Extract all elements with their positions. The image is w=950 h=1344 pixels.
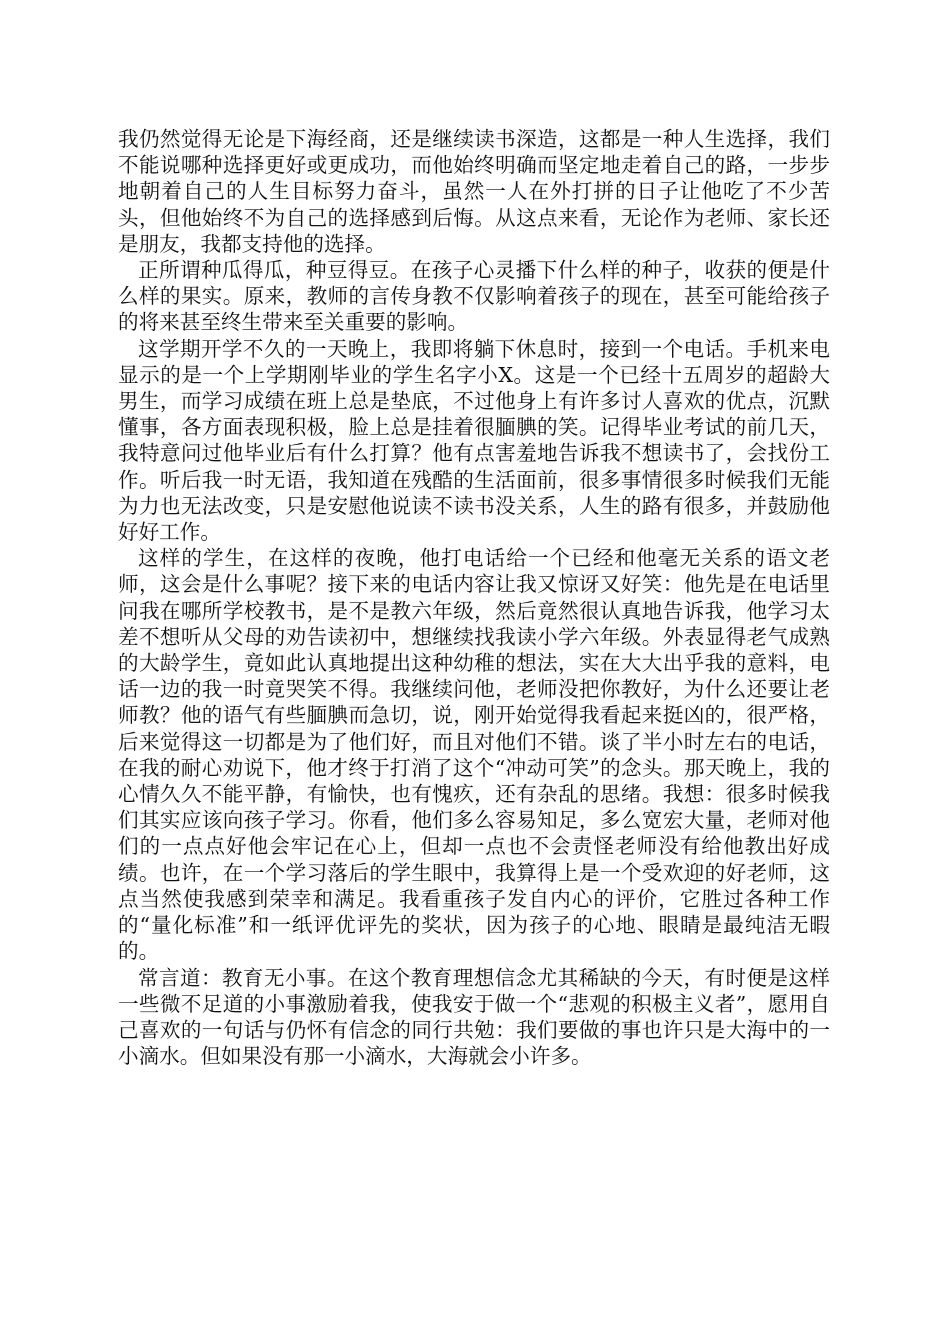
paragraph-conversation: 这样的学生，在这样的夜晚，他打电话给一个已经和他毫无关系的语文老师，这会是什么事呢？接下来的电话内容让我又惊讶又好笑：他先是在电话里问我在哪所学校教书，是不是教六年级，然后竟然很认真地告诉我，他学习太差不想听从父母的劝告读初中，想继续找我读小学六年级。外表显得老气成熟的大龄学生，竟如此认真地提出这种幼稚的想法，实在大大出乎我的意料，电话一边的我一时竟哭笑不得。我继续问他，老师没把你教好，为什么还要让老师教？他的语气有些腼腆而急切，说，刚开始觉得我看起来挺凶的，很严格，后来觉得这一切都是为了他们好，而且对他们不错。谈了半小时左右的电话，在我的耐心劝说下，他才终于打消了这个“冲动可笑”的念头。那天晚上，我的心情久久不能平静，有愉快，也有愧疚，还有杂乱的思绪。我想：很多时候我们其实应该向孩子学习。你看，他们多么容易知足，多么宽宏大量，老师对他们的一点点好他会牢记在心上，但却一点也不会责怪老师没有给他教出好成绩。也许，在一个学习落后的学生眼中，我算得上是一个受欢迎的好老师，这点当然使我感到荣幸和满足。我看重孩子发自内心的评价，它胜过各种工作的“量化标准”和一纸评优评先的奖状，因为孩子的心地、眼睛是最纯洁无暇的。 bbox=[118, 546, 830, 964]
paragraph-seed-harvest: 正所谓种瓜得瓜，种豆得豆。在孩子心灵播下什么样的种子，收获的便是什么样的果实。原来，教师的言传身教不仅影响着孩子的现在，甚至可能给孩子的将来甚至终生带来至关重要的影响。 bbox=[118, 258, 830, 335]
paragraph-conclusion: 常言道：教育无小事。在这个教育理想信念尤其稀缺的今天，有时便是这样一些微不足道的小事激励着我，使我安于做一个“悲观的积极主义者”，愿用自己喜欢的一句话与仍怀有信念的同行共勉：我们要做的事也许只是大海中的一小滴水。但如果没有那一小滴水，大海就会小许多。 bbox=[118, 965, 830, 1069]
paragraph-continuation: 我仍然觉得无论是下海经商，还是继续读书深造，这都是一种人生选择，我们不能说哪种选择更好或更成功，而他始终明确而坚定地走着自己的路，一步步地朝着自己的人生目标努力奋斗，虽然一人在外打拼的日子让他吃了不少苦头，但他始终不为自己的选择感到后悔。从这点来看，无论作为老师、家长还是朋友，我都支持他的选择。 bbox=[118, 127, 830, 256]
document-body bbox=[118, 126, 830, 1069]
paragraph-phone-call: 这学期开学不久的一天晚上，我即将躺下休息时，接到一个电话。手机来电显示的是一个上学期刚毕业的学生名字小X。这是一个已经十五周岁的超龄大男生，而学习成绩在班上总是垫底，不过他身上有许多讨人喜欢的优点，沉默懂事，各方面表现积极，脸上总是挂着很腼腆的笑。记得毕业考试的前几天，我特意问过他毕业后有什么打算？他有点害羞地告诉我不想读书了，会找份工作。听后我一时无语，我知道在残酷的生活面前，很多事情很多时候我们无能为力也无法改变，只是安慰他说读不读书没关系，人生的路有很多，并鼓励他好好工作。 bbox=[118, 336, 830, 545]
